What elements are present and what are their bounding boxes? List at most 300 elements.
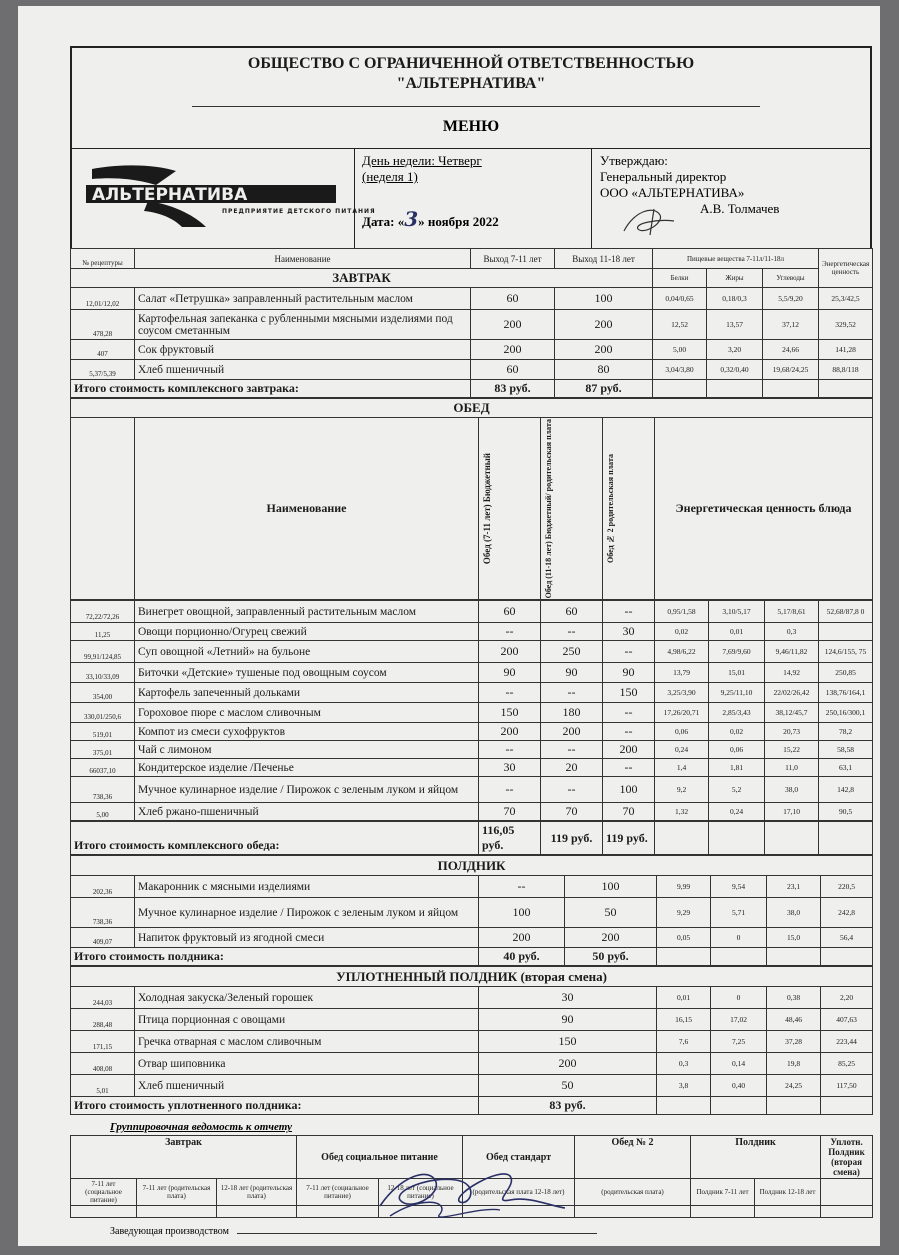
fat: 0,06 xyxy=(709,741,765,759)
protein: 5,00 xyxy=(653,340,707,360)
output-lunch-2: -- xyxy=(603,641,655,663)
paper-sheet xyxy=(18,6,880,1246)
fat: 5,71 xyxy=(711,898,767,928)
carbs: 20,73 xyxy=(765,723,819,741)
energy: 138,76/164,1 xyxy=(819,683,873,703)
col-recipe-no: № рецептуры xyxy=(71,249,135,269)
approve-line-1: Утверждаю: xyxy=(600,153,668,168)
group-sub: Полдник 12-18 лет xyxy=(755,1179,821,1206)
recipe-code: 288,48 xyxy=(71,1009,135,1031)
energy: 90,5 xyxy=(819,803,873,821)
dense-snack-table xyxy=(70,966,873,1115)
carbs: 48,46 xyxy=(767,1009,821,1031)
fat: 3,20 xyxy=(707,340,763,360)
protein: 0,04/0,65 xyxy=(653,288,707,310)
output-lunch-2: 200 xyxy=(603,741,655,759)
col-output-7-11: Выход 7-11 лет xyxy=(471,249,555,269)
output-11-18: 200 xyxy=(541,723,603,741)
carbs: 23,1 xyxy=(767,876,821,898)
dense-snack-title: УПЛОТНЕННЫЙ ПОЛДНИК (вторая смена) xyxy=(71,967,873,987)
col-carb: Углеводы xyxy=(763,269,819,288)
grouping-title: Группировочная ведомость к отчету xyxy=(110,1121,292,1134)
col-energy: Энергетическая ценность блюда xyxy=(655,418,873,600)
carbs: 15,0 xyxy=(767,928,821,948)
group-breakfast: Завтрак xyxy=(71,1136,297,1179)
snack-title: ПОЛДНИК xyxy=(71,856,873,876)
lunch-body xyxy=(70,600,873,821)
sign-underline xyxy=(237,1233,597,1234)
output: 150 xyxy=(479,1031,657,1053)
energy: 58,58 xyxy=(819,741,873,759)
output-7-11: 200 xyxy=(479,928,565,948)
table-row xyxy=(71,803,873,821)
dish-name: Картофельная запеканка с рубленными мясными изделиями под соусом сметанным xyxy=(135,310,471,340)
energy xyxy=(819,623,873,641)
energy: 85,25 xyxy=(821,1053,873,1075)
carbs: 5,5/9,20 xyxy=(763,288,819,310)
lunch-total-2: 119 руб. xyxy=(603,822,655,855)
recipe-code: 409,07 xyxy=(71,928,135,948)
lunch-header-empty xyxy=(71,418,135,600)
logo-cell xyxy=(72,149,376,248)
protein: 3,25/3,90 xyxy=(655,683,709,703)
dish-name: Суп овощной «Летний» на бульоне xyxy=(135,641,479,663)
group-sub: 7-11 лет (социальное питание) xyxy=(71,1179,137,1206)
col-lunch-2: Обед № 2 родительская плата xyxy=(606,454,615,564)
fat: 9,54 xyxy=(711,876,767,898)
menu-document xyxy=(70,46,872,1237)
group-sub: (родительская плата) xyxy=(575,1179,691,1206)
energy: 63,1 xyxy=(819,759,873,777)
group-lunch-2: Обед № 2 xyxy=(575,1136,691,1179)
dish-name: Макаронник с мясными изделиями xyxy=(135,876,479,898)
table-row xyxy=(71,1009,873,1031)
dish-name: Птица порционная с овощами xyxy=(135,1009,479,1031)
approve-line-2: Генеральный директор xyxy=(600,169,727,184)
snack-total-11-18: 50 руб. xyxy=(565,948,657,966)
carbs: 37,12 xyxy=(763,310,819,340)
table-row xyxy=(71,360,873,380)
fat: 0,02 xyxy=(709,723,765,741)
table-row xyxy=(71,723,873,741)
lunch-table xyxy=(70,398,873,600)
output-lunch-2: 100 xyxy=(603,777,655,803)
lunch-section-row xyxy=(71,399,873,418)
group-sub: 12-18 лет (родительская плата) xyxy=(217,1179,297,1206)
output-7-11: 60 xyxy=(471,360,555,380)
fat: 0,14 xyxy=(711,1053,767,1075)
breakfast-total-7-11: 83 руб. xyxy=(471,380,555,398)
output-7-11: 200 xyxy=(471,340,555,360)
protein: 17,26/20,71 xyxy=(655,703,709,723)
table-row xyxy=(71,1031,873,1053)
dish-name: Салат «Петрушка» заправленный растительным маслом xyxy=(135,288,471,310)
protein: 0,24 xyxy=(655,741,709,759)
fat: 17,02 xyxy=(711,1009,767,1031)
output-7-11: -- xyxy=(479,876,565,898)
group-sub: 7-11 лет (социальное питание) xyxy=(297,1179,379,1206)
table-row xyxy=(71,1075,873,1097)
group-snack: Полдник xyxy=(691,1136,821,1179)
output-lunch-2: -- xyxy=(603,759,655,777)
week-number: (неделя 1) xyxy=(362,169,418,184)
recipe-code: 5,37/5,39 xyxy=(71,360,135,380)
group-lunch-standard: Обед стандарт xyxy=(463,1136,575,1179)
output: 200 xyxy=(479,1053,657,1075)
carbs: 17,10 xyxy=(765,803,819,821)
recipe-code: 375,01 xyxy=(71,741,135,759)
carbs: 37,28 xyxy=(767,1031,821,1053)
fat: 0 xyxy=(711,987,767,1009)
breakfast-title: ЗАВТРАК xyxy=(71,269,653,288)
dish-name: Компот из смеси сухофруктов xyxy=(135,723,479,741)
col-energy: Энергетическая ценность xyxy=(819,249,873,288)
table-row xyxy=(71,703,873,723)
lunch-total-7-11: 116,05 руб. xyxy=(479,822,541,855)
dense-total-value: 83 руб. xyxy=(479,1097,657,1115)
breakfast-table xyxy=(70,248,873,398)
recipe-code: 5,01 xyxy=(71,1075,135,1097)
energy: 56,4 xyxy=(821,928,873,948)
output-11-18: 70 xyxy=(541,803,603,821)
date-day: 3 xyxy=(404,207,419,231)
recipe-code: 72,22/72,26 xyxy=(71,601,135,623)
energy: 25,3/42,5 xyxy=(819,288,873,310)
dish-name: Винегрет овощной, заправленный растительным маслом xyxy=(135,601,479,623)
table-row xyxy=(71,641,873,663)
carbs: 24,66 xyxy=(763,340,819,360)
output-7-11: 70 xyxy=(479,803,541,821)
group-sub: (родительская плата 12-18 лет) xyxy=(463,1179,575,1206)
day-of-week: День недели: Четверг xyxy=(362,153,482,168)
output-7-11: 200 xyxy=(479,641,541,663)
energy: 223,44 xyxy=(821,1031,873,1053)
protein: 9,99 xyxy=(657,876,711,898)
fat: 7,69/9,60 xyxy=(709,641,765,663)
table-row xyxy=(71,987,873,1009)
protein: 9,29 xyxy=(657,898,711,928)
dish-name: Отвар шиповника xyxy=(135,1053,479,1075)
dense-total-row xyxy=(71,1097,873,1115)
breakfast-total-11-18: 87 руб. xyxy=(555,380,653,398)
table-row xyxy=(71,1053,873,1075)
protein: 4,98/6,22 xyxy=(655,641,709,663)
lunch-total-row xyxy=(71,822,873,855)
snack-total-7-11: 40 руб. xyxy=(479,948,565,966)
energy: 52,68/87,8 0 xyxy=(819,601,873,623)
protein: 0,3 xyxy=(657,1053,711,1075)
dish-name: Кондитерское изделие /Печенье xyxy=(135,759,479,777)
date-label: Дата: xyxy=(362,214,395,229)
fat: 15,01 xyxy=(709,663,765,683)
company-logo xyxy=(86,161,376,231)
col-name: Наименование xyxy=(135,249,471,269)
carbs: 22/02/26,42 xyxy=(765,683,819,703)
snack-total-label: Итого стоимость полдника: xyxy=(71,948,479,966)
output-7-11: 200 xyxy=(471,310,555,340)
table-row xyxy=(71,898,873,928)
energy: 407,63 xyxy=(821,1009,873,1031)
col-fat: Жиры xyxy=(707,269,763,288)
recipe-code: 66037,10 xyxy=(71,759,135,777)
lunch-title: ОБЕД xyxy=(71,399,873,418)
document-header xyxy=(70,46,872,248)
recipe-code: 5,00 xyxy=(71,803,135,821)
fat: 7,25 xyxy=(711,1031,767,1053)
snack-section-row xyxy=(71,856,873,876)
output-7-11: 30 xyxy=(479,759,541,777)
recipe-code: 171,15 xyxy=(71,1031,135,1053)
output-11-18: 20 xyxy=(541,759,603,777)
group-sub: Полдник 7-11 лет xyxy=(691,1179,755,1206)
output: 50 xyxy=(479,1075,657,1097)
group-lunch-social: Обед социальное питание xyxy=(297,1136,463,1179)
dish-name: Гречка отварная с маслом сливочным xyxy=(135,1031,479,1053)
protein: 1,4 xyxy=(655,759,709,777)
output: 90 xyxy=(479,1009,657,1031)
output-lunch-2: 150 xyxy=(603,683,655,703)
protein: 9,2 xyxy=(655,777,709,803)
energy: 117,50 xyxy=(821,1075,873,1097)
energy: 250,16/300,1 xyxy=(819,703,873,723)
energy: 88,8/118 xyxy=(819,360,873,380)
lunch-total-label: Итого стоимость комплексного обеда: xyxy=(71,822,479,855)
manager-signature xyxy=(360,1156,580,1226)
protein: 16,15 xyxy=(657,1009,711,1031)
carbs: 24,25 xyxy=(767,1075,821,1097)
breakfast-total-label: Итого стоимость комплексного завтрака: xyxy=(71,380,471,398)
output-lunch-2: 90 xyxy=(603,663,655,683)
fat: 1,81 xyxy=(709,759,765,777)
output: 30 xyxy=(479,987,657,1009)
table-row xyxy=(71,288,873,310)
protein: 13,79 xyxy=(655,663,709,683)
recipe-code: 244,03 xyxy=(71,987,135,1009)
date-line: Дата: «3» ноября 2022 xyxy=(362,207,499,231)
output-11-18: 80 xyxy=(555,360,653,380)
protein: 0,05 xyxy=(657,928,711,948)
energy: 242,8 xyxy=(821,898,873,928)
output-7-11: 60 xyxy=(471,288,555,310)
output-lunch-2: -- xyxy=(603,703,655,723)
org-line-1: ОБЩЕСТВО С ОГРАНИЧЕННОЙ ОТВЕТСТВЕННОСТЬЮ xyxy=(247,55,695,72)
energy: 329,52 xyxy=(819,310,873,340)
logo-subtext: ПРЕДПРИЯТИЕ ДЕТСКОГО ПИТАНИЯ xyxy=(222,208,376,215)
group-sub: 12-18 лет (социальное питание) xyxy=(379,1179,463,1206)
logo-graphic xyxy=(86,161,376,231)
col-name: Наименование xyxy=(135,418,479,600)
col-nutrients: Пищевые вещества 7-11л/11-18л xyxy=(653,249,819,269)
recipe-code: 519,01 xyxy=(71,723,135,741)
col-lunch-7-11: Обед (7-11 лет) Бюджетный xyxy=(482,453,492,565)
protein: 0,01 xyxy=(657,987,711,1009)
table-row xyxy=(71,663,873,683)
output-11-18: 250 xyxy=(541,641,603,663)
recipe-code: 738,36 xyxy=(71,898,135,928)
energy: 142,8 xyxy=(819,777,873,803)
dense-total-label: Итого стоимость уплотненного полдника: xyxy=(71,1097,479,1115)
output-11-18: -- xyxy=(541,741,603,759)
carbs: 0,38 xyxy=(767,987,821,1009)
snack-total-row xyxy=(71,948,873,966)
energy: 2,20 xyxy=(821,987,873,1009)
day-cell xyxy=(356,149,592,248)
carbs: 0,3 xyxy=(765,623,819,641)
energy: 141,28 xyxy=(819,340,873,360)
output-11-18: 90 xyxy=(541,663,603,683)
table-row xyxy=(71,777,873,803)
output-11-18: -- xyxy=(541,623,603,641)
output-lunch-2: 70 xyxy=(603,803,655,821)
header-grid xyxy=(72,148,870,248)
dish-name: Напиток фруктовый из ягодной смеси xyxy=(135,928,479,948)
output-7-11: -- xyxy=(479,741,541,759)
carbs: 38,0 xyxy=(765,777,819,803)
recipe-code: 12,01/12,02 xyxy=(71,288,135,310)
output-7-11: 200 xyxy=(479,723,541,741)
protein: 12,52 xyxy=(653,310,707,340)
carbs: 38,0 xyxy=(767,898,821,928)
fat: 5,2 xyxy=(709,777,765,803)
carbs: 14,92 xyxy=(765,663,819,683)
table-row xyxy=(71,601,873,623)
protein: 0,95/1,58 xyxy=(655,601,709,623)
recipe-code: 99,91/124,85 xyxy=(71,641,135,663)
dish-name: Чай с лимоном xyxy=(135,741,479,759)
dish-name: Биточки «Детские» тушеные под овощным соусом xyxy=(135,663,479,683)
protein: 3,8 xyxy=(657,1075,711,1097)
energy: 220,5 xyxy=(821,876,873,898)
fat: 0,01 xyxy=(709,623,765,641)
output-7-11: 100 xyxy=(479,898,565,928)
output-lunch-2: -- xyxy=(603,601,655,623)
menu-title: МЕНЮ xyxy=(442,118,500,135)
energy: 250,85 xyxy=(819,663,873,683)
output-11-18: 100 xyxy=(565,876,657,898)
fat: 2,85/3,43 xyxy=(709,703,765,723)
signature-line xyxy=(110,1226,872,1237)
table-row xyxy=(71,310,873,340)
output-11-18: 200 xyxy=(555,340,653,360)
table-row xyxy=(71,741,873,759)
protein: 0,06 xyxy=(655,723,709,741)
table-row xyxy=(71,623,873,641)
recipe-code: 408,08 xyxy=(71,1053,135,1075)
fat: 0,32/0,40 xyxy=(707,360,763,380)
lunch-header-row xyxy=(71,418,873,600)
dish-name: Овощи порционно/Огурец свежий xyxy=(135,623,479,641)
dish-name: Картофель запеченный дольками xyxy=(135,683,479,703)
output-7-11: 150 xyxy=(479,703,541,723)
recipe-code: 202,36 xyxy=(71,876,135,898)
output-11-18: -- xyxy=(541,777,603,803)
dish-name: Мучное кулинарное изделие / Пирожок с зеленым луком и яйцом xyxy=(135,777,479,803)
fat: 0,24 xyxy=(709,803,765,821)
recipe-code: 354,00 xyxy=(71,683,135,703)
snack-table xyxy=(70,855,873,966)
dish-name: Холодная закуска/Зеленый горошек xyxy=(135,987,479,1009)
breakfast-section-row xyxy=(71,269,873,288)
output-11-18: 50 xyxy=(565,898,657,928)
approval-cell xyxy=(594,149,870,248)
output-11-18: 60 xyxy=(541,601,603,623)
carbs: 19,8 xyxy=(767,1053,821,1075)
output-11-18: 200 xyxy=(565,928,657,948)
energy: 124,6/155, 75 xyxy=(819,641,873,663)
output-11-18: 100 xyxy=(555,288,653,310)
group-sub: 7-11 лет (родительская плата) xyxy=(137,1179,217,1206)
col-lunch-11-18: Обед (11-18 лет) Бюджетный/ родительская плата xyxy=(544,419,553,599)
lunch-total xyxy=(70,821,873,855)
output-11-18: 180 xyxy=(541,703,603,723)
dense-section-row xyxy=(71,967,873,987)
recipe-code: 738,36 xyxy=(71,777,135,803)
table-row xyxy=(71,683,873,703)
sign-label: Заведующая производством xyxy=(110,1226,229,1238)
lunch-total-11-18: 119 руб. xyxy=(541,822,603,855)
dish-name: Хлеб пшеничный xyxy=(135,1075,479,1097)
col-output-11-18: Выход 11-18 лет xyxy=(555,249,653,269)
breakfast-header-row xyxy=(71,249,873,269)
org-line-2: "АЛЬТЕРНАТИВА" xyxy=(396,75,546,92)
output-11-18: 200 xyxy=(555,310,653,340)
output-lunch-2: -- xyxy=(603,723,655,741)
table-row xyxy=(71,759,873,777)
dish-name: Мучное кулинарное изделие / Пирожок с зеленым луком и яйцом xyxy=(135,898,479,928)
table-row xyxy=(71,876,873,898)
dish-name: Сок фруктовый xyxy=(135,340,471,360)
output-7-11: -- xyxy=(479,623,541,641)
carbs: 15,22 xyxy=(765,741,819,759)
approve-name: А.В. Толмачев xyxy=(700,201,780,216)
fat: 13,57 xyxy=(707,310,763,340)
col-protein: Белки xyxy=(653,269,707,288)
organization-name xyxy=(72,48,870,94)
header-divider xyxy=(192,106,760,107)
output-lunch-2: 30 xyxy=(603,623,655,641)
energy: 78,2 xyxy=(819,723,873,741)
output-7-11: -- xyxy=(479,683,541,703)
dish-name: Гороховое пюре с маслом сливочным xyxy=(135,703,479,723)
approve-line-3: ООО «АЛЬТЕРНАТИВА» xyxy=(600,185,745,200)
protein: 0,02 xyxy=(655,623,709,641)
fat: 0,18/0,3 xyxy=(707,288,763,310)
recipe-code: 407 xyxy=(71,340,135,360)
fat: 3,10/5,17 xyxy=(709,601,765,623)
protein: 1,32 xyxy=(655,803,709,821)
carbs: 11,0 xyxy=(765,759,819,777)
dish-name: Хлеб пшеничный xyxy=(135,360,471,380)
recipe-code: 11,25 xyxy=(71,623,135,641)
director-signature xyxy=(614,201,694,241)
carbs: 38,12/45,7 xyxy=(765,703,819,723)
breakfast-total-row xyxy=(71,380,873,398)
table-row xyxy=(71,928,873,948)
fat: 0 xyxy=(711,928,767,948)
carbs: 5,17/8,61 xyxy=(765,601,819,623)
logo-wordmark: АЛЬТЕРНАТИВА xyxy=(92,185,248,205)
carbs: 9,46/11,82 xyxy=(765,641,819,663)
recipe-code: 330,01/250,6 xyxy=(71,703,135,723)
output-7-11: 90 xyxy=(479,663,541,683)
recipe-code: 478,28 xyxy=(71,310,135,340)
output-7-11: -- xyxy=(479,777,541,803)
fat: 9,25/11,10 xyxy=(709,683,765,703)
group-dense-snack: Уплотн. Полдник (вторая смена) xyxy=(821,1136,873,1179)
date-rest: » ноября 2022 xyxy=(418,214,499,229)
protein: 3,04/3,80 xyxy=(653,360,707,380)
protein: 7,6 xyxy=(657,1031,711,1053)
